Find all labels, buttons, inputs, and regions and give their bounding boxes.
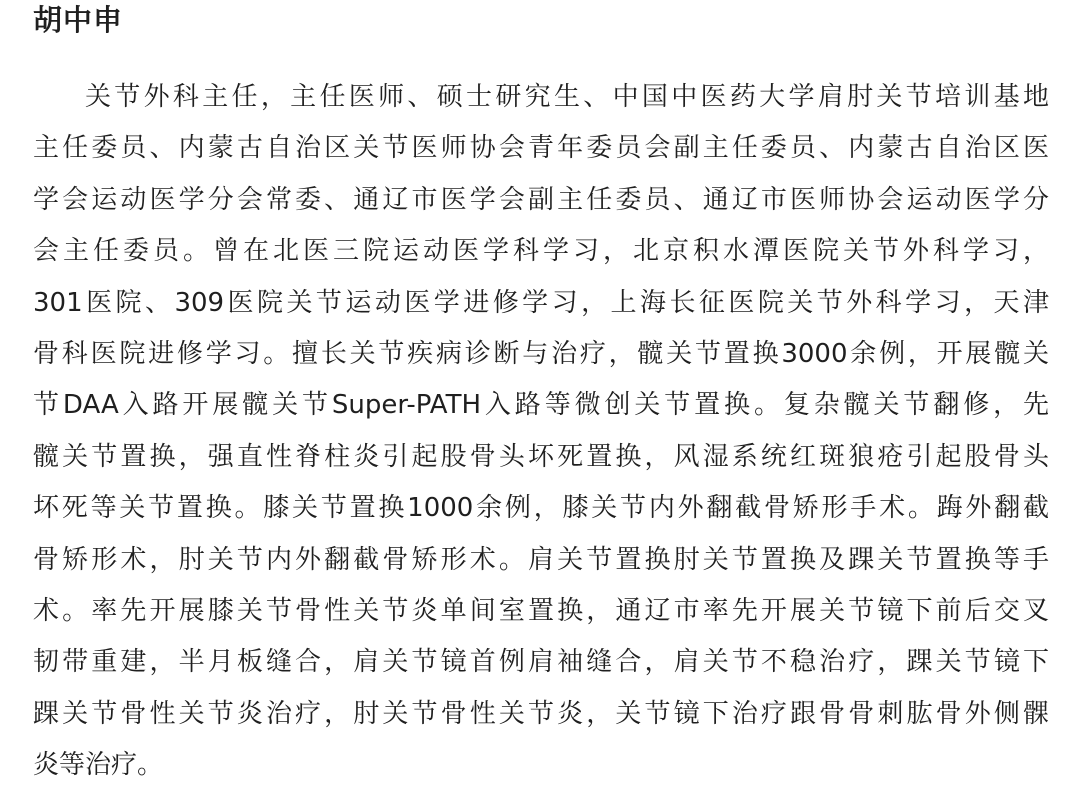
doctor-name-heading: 胡中申 <box>33 3 124 37</box>
bio-line: 会主任委员。曾在北医三院运动医学科学习，北京积水潭医院关节外科学习， <box>33 236 1049 267</box>
bio-line: 骨矫形术，肘关节内外翻截骨矫形术。肩关节置换肘关节置换及踝关节置换等手 <box>33 544 1049 575</box>
bio-line: 炎等治疗。 <box>33 750 164 781</box>
bio-line: 学会运动医学分会常委、通辽市医学会副主任委员、通辽市医师协会运动医学分 <box>33 184 1049 215</box>
bio-line: 骨科医院进修学习。擅长关节疾病诊断与治疗，髋关节置换3000余例，开展髋关 <box>33 338 1049 369</box>
doctor-bio-paragraph <box>33 72 1049 791</box>
bio-line: 关节外科主任，主任医师、硕士研究生、中国中医药大学肩肘关节培训基地 <box>85 82 1049 112</box>
bio-line: 坏死等关节置换。膝关节置换1000余例，膝关节内外翻截骨矫形手术。踇外翻截 <box>33 493 1049 524</box>
bio-line: 髋关节置换，强直性脊柱炎引起股骨头坏死置换，风湿系统红斑狼疮引起股骨头 <box>33 441 1049 472</box>
bio-line: 术。率先开展膝关节骨性关节炎单间室置换，通辽市率先开展关节镜下前后交叉 <box>33 595 1049 626</box>
bio-line: 踝关节骨性关节炎治疗，肘关节骨性关节炎，关节镜下治疗跟骨骨刺肱骨外侧髁 <box>33 698 1049 729</box>
bio-line: 主任委员、内蒙古自治区关节医师协会青年委员会副主任委员、内蒙古自治区医 <box>33 133 1049 164</box>
bio-line: 韧带重建，半月板缝合，肩关节镜首例肩袖缝合，肩关节不稳治疗，踝关节镜下 <box>33 647 1049 678</box>
bio-line: 301医院、309医院关节运动医学进修学习，上海长征医院关节外科学习，天津 <box>33 287 1049 318</box>
bio-line: 节DAA入路开展髋关节Super-PATH入路等微创关节置换。复杂髋关节翻修，先 <box>33 390 1049 421</box>
